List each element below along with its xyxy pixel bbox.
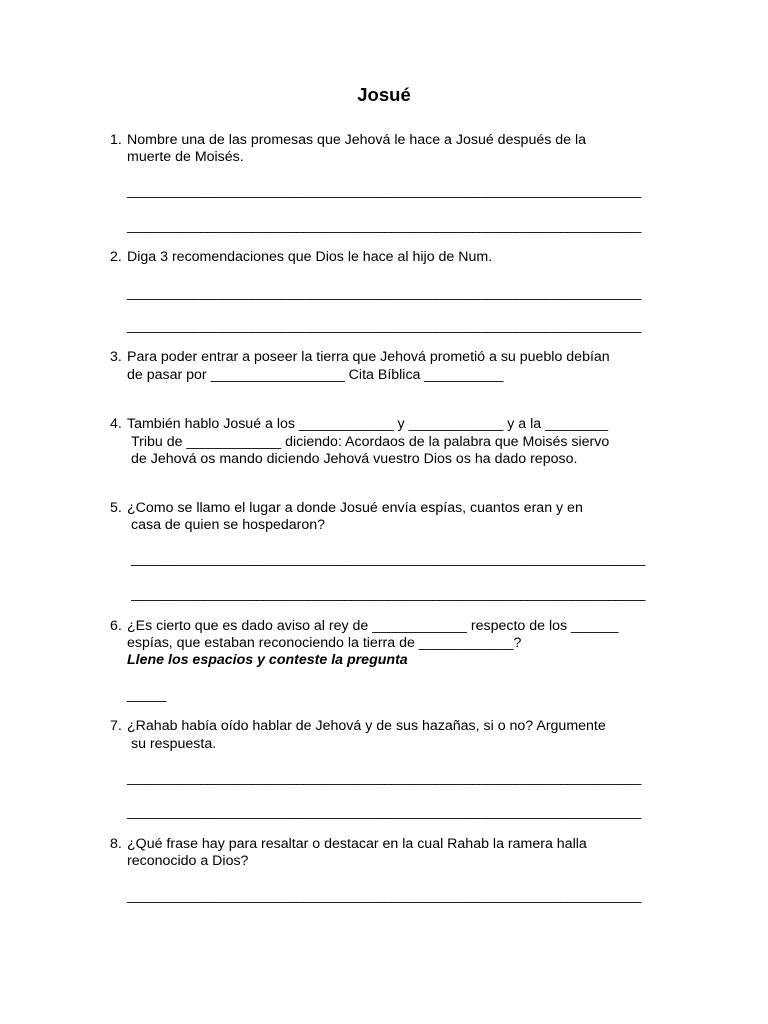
question-number: 2. [110, 249, 122, 265]
question-text: Diga 3 recomendaciones que Dios le hace al hijo de Num. [127, 249, 493, 265]
question-text: También hablo Josué a los ____________ y ____________ y a la ________ [127, 416, 609, 432]
question-text: espías, que estaban reconociendo la tierra de ____________? [127, 635, 522, 651]
instruction-text: Llene los espacios y conteste la pregunta [127, 652, 408, 668]
answer-line: ______________________________________________________________________ [127, 888, 641, 904]
answer-line: ______________________________________________________________________ [127, 285, 641, 301]
page-title: Josué [357, 84, 411, 105]
question-text: ¿Rahab había oído hablar de Jehová y de sus hazañas, si o no? Argumente [127, 718, 606, 734]
question-text: ¿Qué frase hay para resaltar o destacar en la cual Rahab la ramera halla [127, 836, 587, 852]
question-number: 8. [110, 836, 122, 852]
question-text: muerte de Moisés. [127, 149, 244, 165]
question-text: ¿Como se llamo el lugar a donde Josué envía espías, cuantos eran y en [127, 500, 583, 516]
answer-line: ______________________________________________________________________ [131, 551, 645, 567]
answer-blank: _____ [127, 687, 167, 703]
answer-line: ______________________________________________________________________ [127, 804, 641, 820]
question-number: 1. [110, 132, 122, 148]
question-text: de Jehová os mando diciendo Jehová vuestro Dios os ha dado reposo. [131, 451, 578, 467]
question-text: Tribu de ____________ diciendo: Acordaos de la palabra que Moisés siervo [131, 434, 610, 450]
question-number: 5. [110, 500, 122, 516]
question-number: 7. [110, 718, 122, 734]
question-number: 6. [110, 618, 122, 634]
question-text: Nombre una de las promesas que Jehová le hace a Josué después de la [127, 132, 587, 148]
answer-line: ______________________________________________________________________ [127, 770, 641, 786]
question-number: 3. [110, 349, 122, 365]
question-text: Para poder entrar a poseer la tierra que Jehová prometió a su pueblo debían [127, 349, 610, 365]
question-number: 4. [110, 416, 122, 432]
answer-line: ______________________________________________________________________ [127, 183, 641, 199]
question-text: ¿Es cierto que es dado aviso al rey de ____________ respecto de los ______ [127, 618, 619, 634]
question-text: de pasar por _________________ Cita Bíblica __________ [127, 367, 504, 383]
answer-line: ______________________________________________________________________ [127, 218, 641, 234]
question-text: reconocido a Dios? [127, 853, 249, 869]
answer-line: ______________________________________________________________________ [127, 318, 641, 334]
answer-line: ______________________________________________________________________ [131, 586, 645, 602]
question-text: casa de quien se hospedaron? [131, 517, 326, 533]
question-text: su respuesta. [131, 736, 217, 752]
